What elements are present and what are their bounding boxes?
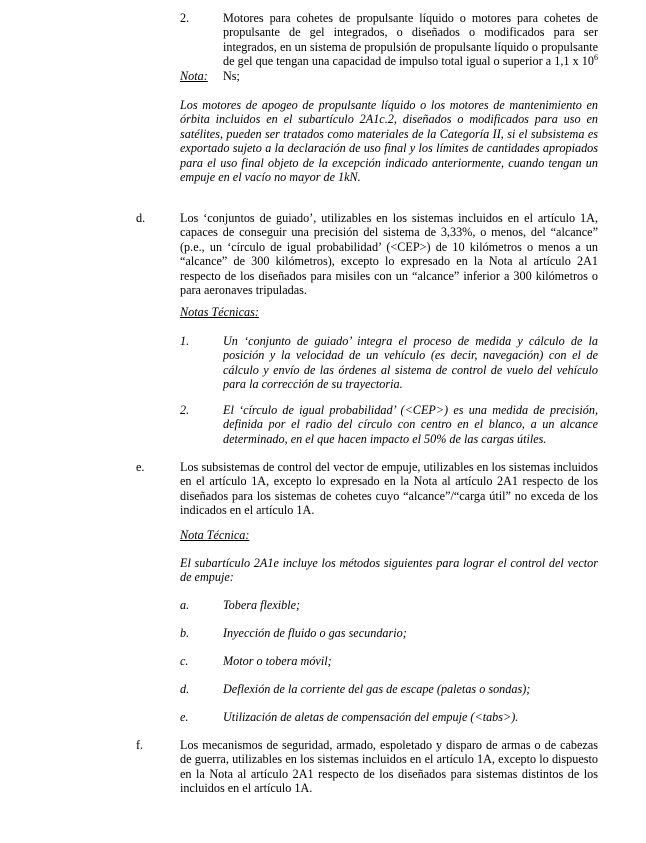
method-b-letter: b. [180,626,190,640]
item-d-note-1-number: 1. [180,334,190,348]
item-e-text: Los subsistemas de control del vector de empuje, utilizables en los sistemas incluidos en el artículo 1A, excepto lo expresado en la Nota al artículo 2A1 respecto de los diseñados para los sistemas de cohetes cuyo “alcance”/“carga útil” no exceda de los indicados en el artículo 1A. [180,460,598,518]
method-a-letter: a. [180,598,190,612]
method-d-letter: d. [180,682,190,696]
item-c2-text-main: Motores para cohetes de propulsante líquido o motores para cohetes de propulsante de gel integrados, o diseñados o modificados para ser integrados, en un sistema de propulsión de propulsante líquido o propulsante de gel que tengan una capacidad de impulso total igual o superior a 1,1 x 10 [223,11,598,69]
method-e-text: Utilización de aletas de compensación del empuje (<tabs>). [223,710,519,724]
method-a-text: Tobera flexible; [223,598,301,612]
item-c2-text [223,11,598,83]
item-e-note-heading: Nota Técnica: [180,528,250,542]
item-c2-note-heading: Nota: [180,69,208,83]
item-c2-number: 2. [180,11,190,25]
method-b-text: Inyección de fluido o gas secundario; [223,626,407,640]
method-c-letter: c. [180,654,189,668]
item-c2-exponent: 6 [594,53,598,63]
item-d-text: Los ‘conjuntos de guiado’, utilizables en los sistemas incluidos en el artículo 1A, capaces de conseguir una precisión del sistema de 3,33%, o menos, del “alcance” (p.e., un ‘círculo de igual probabilidad’ (<CEP>) de 10 kilómetros o menos a un “alcance” de 300 kilómetros), excepto lo expresado en la Nota al artículo 2A1 respecto de los diseñados para misiles con un “alcance” inferior a 300 kilómetros o para aeronaves tripuladas. [180,211,598,298]
method-c-text: Motor o tobera móvil; [223,654,332,668]
item-c2-note-text: Los motores de apogeo de propulsante líquido o los motores de mantenimiento en órbita incluidos en el subartículo 2A1c.2, diseñados o modificados para uso en satélites, pueden ser tratados como materiales de la Categoría II, si el subsistema es exportado sujeto a la declaración de uso final y los límites de cantidades apropiados para el uso final objeto de la excepción indicado anteriormente, cuando tengan un empuje en el vacío no mayor de 1kN. [180,98,598,185]
item-d-note-2-number: 2. [180,403,190,417]
method-d-text: Deflexión de la corriente del gas de escape (paletas o sondas); [223,682,531,696]
item-d-note-2-text: El ‘círculo de igual probabilidad’ (<CEP>) es una medida de precisión, definida por el radio del círculo con centro en el blanco, a un alcance determinado, en el que hacen impacto el 50% de las cargas útiles. [223,403,598,446]
method-e-letter: e. [180,710,189,724]
item-d-note-1-text: Un ‘conjunto de guiado’ integra el proceso de medida y cálculo de la posición y la velocidad de un vehículo (es decir, navegación) con el de cálculo y envío de las órdenes al sistema de control de vuelo del vehículo para la corrección de su trayectoria. [223,334,598,392]
item-f-text: Los mecanismos de seguridad, armado, espoletado y disparo de armas o de cabezas de guerra, utilizables en los sistemas incluidos en el artículo 1A, excepto lo dispuesto en la Nota al artículo 2A1 respecto de los diseñados para sistemas distintos de los incluidos en el artículo 1A. [180,738,598,796]
item-e-letter: e. [136,460,145,474]
item-c2-text-end: Ns; [223,68,240,83]
item-d-letter: d. [136,211,146,225]
item-d-notes-heading: Notas Técnicas: [180,305,259,319]
item-f-letter: f. [136,738,144,752]
item-e-note-intro: El subartículo 2A1e incluye los métodos siguientes para lograr el control del vector de empuje: [180,556,598,585]
